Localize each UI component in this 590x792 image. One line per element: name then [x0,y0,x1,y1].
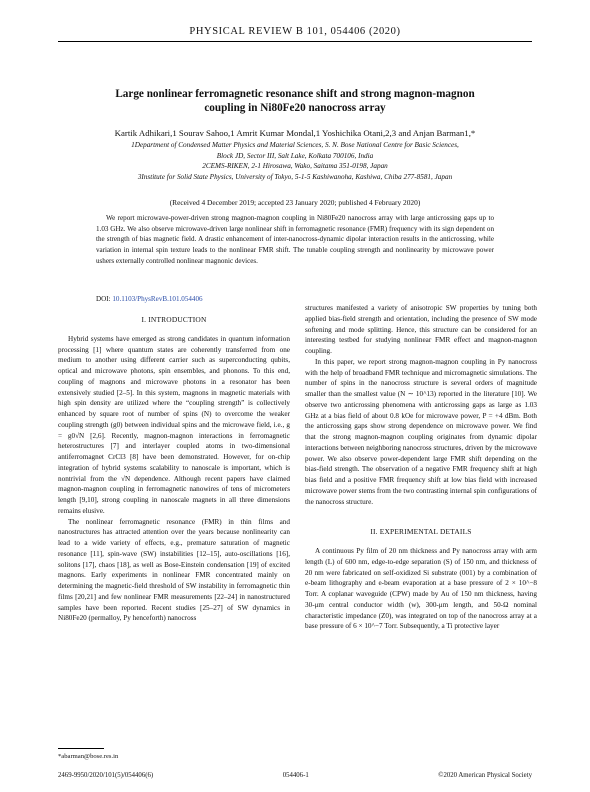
footer-page-number: 054406-1 [282,772,309,779]
page-footer [58,772,532,779]
intro-paragraph-4: In this paper, we report strong magnon-magnon coupling in Py nanocross with the help of broadband FMR technique and micromagnetic simulations. The number of spins in the nanocross structure is several orders of magnitude smaller than the smallest value (N ∼ 10^13) reported in the literature [10]. We observe two anticrossing phenomena with anticrossing gaps as large as 1.03 GHz at a bias field of about 0.8 kOe for microwave power, P = +4 dBm. Both the anticrossing gaps show strong dependence on microwave power. We find that the strong magnon-magnon coupling originates from dynamic dipolar interactions between neighboring nanocross structures, driven by the microwave power. We also observe power-dependent large FMR shift depending on the bias-field strength. The observation of a negative FMR frequency shift at high bias field and a positive FMR frequency shift at low bias field with increased microwave power stems from the two contrasting internal spin configurations of the nanocross structure. [305,357,537,506]
affiliation-1b: Block JD, Sector III, Salt Lake, Kolkata 700106, India [216,151,374,160]
intro-paragraph-1: Hybrid systems have emerged as strong candidates in quantum information processing [1] where quantum states are coherently transferred from one medium to another using different carrier such as superconducting qubits, optical and microwave photons, spin ensembles, and phonons. To this end, coupling of magnons and microwave photons in a resonator has been extensively studied [2–5]. In this system, magnons in magnetic materials with high spin density are utilized where the “coupling strength” is collectively enhanced by square root of number of spins (N) to overcome the weaker coupling strength (g0) between individual spins and the microwave field, i.e., g = g0√N [2,6]. Recently, magnon-magnon interactions in ferromagnetic heterostructures [7] and interlayer coupled atoms in two-dimensional antiferromagnet CrCl3 [8] have been demonstrated. However, for on-chip integration of hybrid systems scalability to nanoscale is important, which is nontrivial from the √N dependence. Although recent papers have claimed magnon-magnon coupling in ferromagnetic nanowires of tens of micrometers length [9,10], strong coupling in nanoscale magnets in all three dimensions remains elusive. [58,334,290,515]
journal-header: PHYSICAL REVIEW B 101, 054406 (2020) [189,26,401,37]
title-line-2: coupling in Ni80Fe20 nanocross array [204,101,386,114]
doi-line [96,295,203,303]
title-line-1: Large nonlinear ferromagnetic resonance shift and strong magnon-magnon [115,88,475,100]
abstract: We report microwave-power-driven strong magnon-magnon coupling in Ni80Fe20 nanocross array with large anticrossing gaps up to 1.03 GHz. We also observe microwave-driven large nonlinear shift in ferromagnetic resonance (FMR) frequency with its sign dependent on the strength of bias magnetic field. A drastic enhancement of inter-nanocross-dynamic dipolar interaction results in the anticrossing, while variation in internal spin texture leads to the nonlinear FMR shift. The tunable coupling strength and nonlinearity by microwave power ushers externally controlled nonlinear magnonic devices. [96,214,494,265]
paper-title [90,88,500,115]
header-rule [58,41,532,42]
intro-paragraph-3: structures manifested a variety of anisotropic SW properties by tuning both applied bias-field strength and orientation, including the presence of SW mode softening and mode splitting. Hence, this structure can be considered for an interesting testbed for studying nonlinear FMR effect and magnon-magnon coupling. [305,304,537,355]
affiliations [60,140,530,182]
footnote-rule [58,748,104,749]
section-heading-experimental: II. EXPERIMENTAL DETAILS [370,527,472,537]
affiliation-1a: 1Department of Condensed Matter Physics and Material Sciences, S. N. Bose National Centre for Basic Sciences, [131,141,459,149]
doi-link[interactable]: 10.1103/PhysRevB.101.054406 [112,295,203,303]
footer-issn: 2469-9950/2020/101(5)/054406(6) [58,772,154,779]
affiliation-2: 2CEMS-RIKEN, 2-1 Hirosawa, Wako, Saitama 351-0198, Japan [202,162,388,170]
affiliation-3: 3Institute for Solid State Physics, University of Tokyo, 5-1-5 Kashiwanoha, Kashiwa, Chiba 277-8581, Japan [137,172,453,181]
footer-copyright: ©2020 American Physical Society [438,772,532,779]
doi-label: DOI: [96,295,111,303]
right-column [305,303,537,632]
author-list: Kartik Adhikari,1 Sourav Sahoo,1 Amrit Kumar Mondal,1 Yoshichika Otani,2,3 and Anjan Barman1,* [114,128,476,138]
corresponding-author-footnote: *abarman@bose.res.in [58,753,119,760]
intro-paragraph-2: The nonlinear ferromagnetic resonance (FMR) in thin films and nanostructures has attracted attention over the years because nonlinearity can lead to a wide variety of effects, e.g., premature saturation of magnetic resonance [11], spin-wave (SW) instabilities [12–15], auto-oscillations [16], solitons [17], chaos [18], as well as Bose-Einstein condensation [19] of excited magnons. Early experiments in nonlinear FMR concentrated mainly on determining the magnetic-field threshold of SW instability in ferromagnetic thin films [20,21] and few nonlinear FMR measurements [22–24] in nanostructured samples have been reported. Recent studies [25–27] of SW dynamics in Ni80Fe20 (permalloy, Py henceforth) nanocross [58,517,290,623]
experimental-paragraph-1: A continuous Py film of 20 nm thickness and Py nanocross array with arm length (L) of 600 nm, edge-to-edge separation (S) of 150 nm, and thickness of 20 nm were fabricated on self-oxidized Si substrate (001) by a combination of e-beam lithography and e-beam evaporation at a base pressure of 2 × 10^−8 Torr. A coplanar waveguide (CPW) made by Au of 150 nm thickness, having 30-μm central conductor width (w), 300-μm length, and 50-Ω nominal characteristic impedance (Z0), was integrated on top of the nanocross array at a base pressure of 6 × 10^−7 Torr. Subsequently, a Ti protective layer [305,547,537,631]
left-column [58,315,290,624]
received-dates: (Received 4 December 2019; accepted 23 January 2020; published 4 February 2020) [169,198,421,207]
section-heading-introduction: I. INTRODUCTION [141,315,207,324]
